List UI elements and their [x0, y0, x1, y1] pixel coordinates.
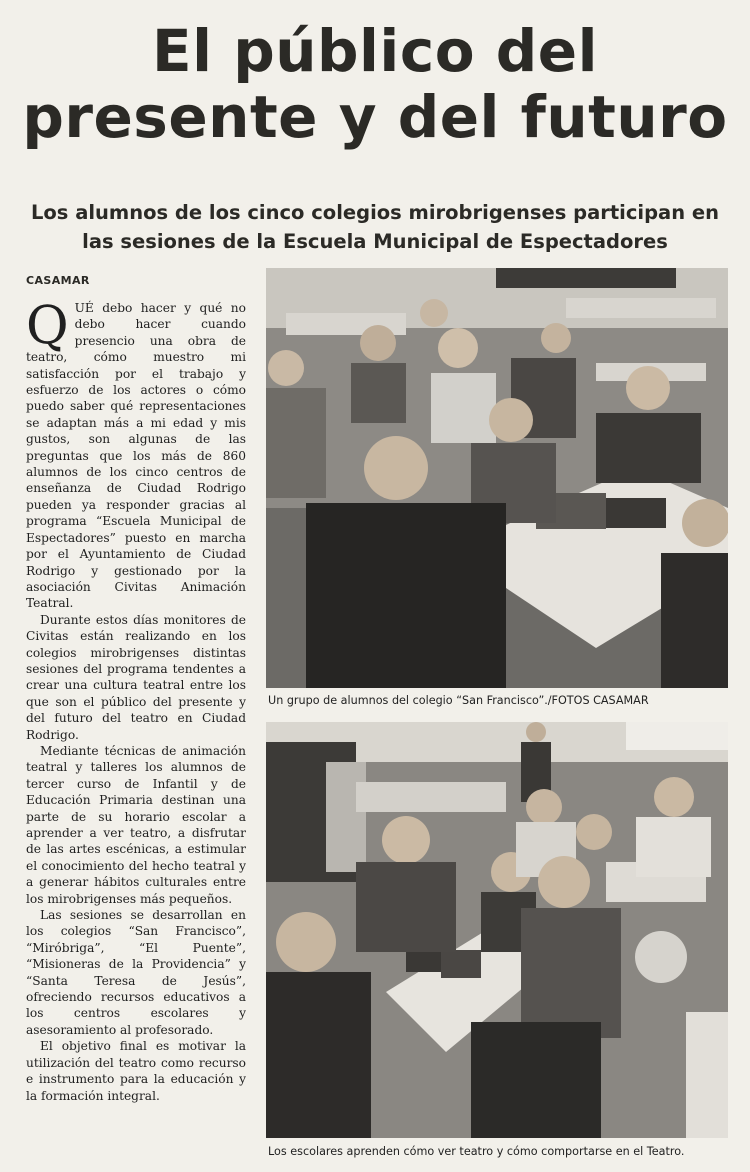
drop-cap: Q: [26, 296, 69, 356]
paragraph-2: Durante estos días monitores de Civitas están realizando en los colegios mirobrigenses distintas sesiones del programa tendentes a crear una cultura teatral entre los que son el público del presente y del futuro del teatro en Ciudad Rodrigo.: [26, 612, 246, 742]
paragraph-1-text: UÉ debo hacer y qué no debo hacer cuando presencio una obra de teatro, cómo muestro mi satisfacción por el trabajo y esfuerzo de los actores o cómo puedo saber qué representaciones se adaptan más a mi edad y mis gustos, son algunas de las preguntas que los más de 860 alumnos de los cinco centros de enseñanza de Ciudad Rodrigo pueden ya responder gracias al programa “Escuela Municipal de Espectadores” puesto en marcha por el Ayuntamiento de Ciudad Rodrigo y gestionado por la asociación Civitas Animación Teatral.: [26, 301, 246, 611]
subheadline-line-1: Los alumnos de los cinco colegios mirobrigenses participan en: [30, 201, 719, 224]
byline: CASAMAR: [26, 274, 90, 287]
subheadline-line-2: las sesiones de la Escuela Municipal de Espectadores: [82, 230, 668, 253]
paragraph-4: Las sesiones se desarrollan en los colegios “San Francisco”, “Miróbriga”, “El Puente”, “Misioneras de la Providencia” y “Santa Teresa de Jesús”, ofreciendo recursos educativos a los centros escolares y asesoramiento al profesorado.: [26, 908, 246, 1037]
paragraph-3: Mediante técnicas de animación teatral y talleres los alumnos de tercer curso de Infantil y de Educación Primaria destinan una parte de su horario escolar a aprender a ver teatro, a disfrutar de las artes escénicas, a estimular el conocimiento del hecho teatral y a generar hábitos culturales entre los mirobrigenses más pequeños.: [26, 743, 246, 906]
photo-pupils-learning-theatre: [266, 722, 728, 1138]
headline-line-1: El público del: [152, 17, 598, 85]
photo-1-caption: Un grupo de alumnos del colegio “San Francisco”./FOTOS CASAMAR: [268, 694, 649, 707]
paragraph-5: El objetivo final es motivar la utilización del teatro como recurso e instrumento para la educación y la formación integral.: [26, 1039, 246, 1103]
photo-2-caption: Los escolares aprenden cómo ver teatro y cómo comportarse en el Teatro.: [268, 1145, 685, 1158]
article-body: [26, 296, 246, 1104]
paragraph-1: [26, 296, 246, 612]
photo-students-san-francisco: [266, 268, 728, 688]
headline-line-2: presente y del futuro: [22, 83, 728, 151]
subheadline: [20, 198, 730, 256]
headline: [10, 18, 740, 150]
